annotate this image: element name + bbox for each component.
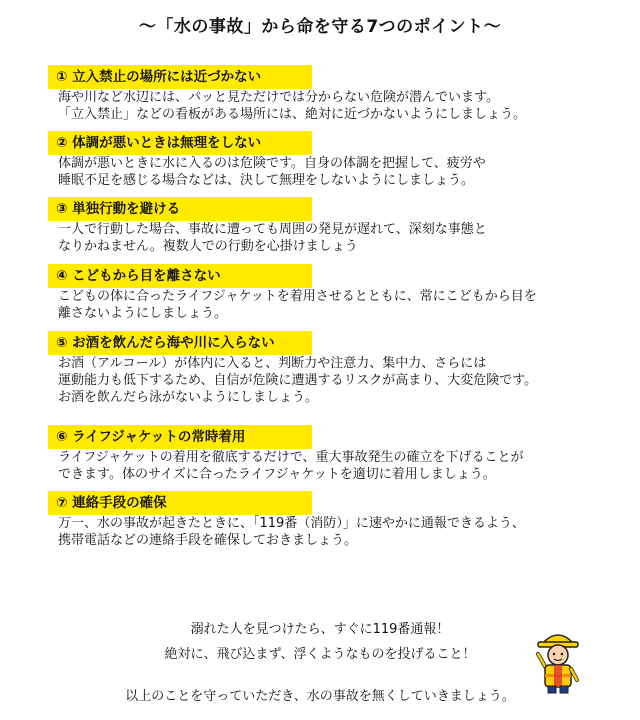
point-text: 海や川など水辺には、パッと見ただけでは分からない危険が潜んでいます。 xyxy=(58,90,499,105)
point-text: 携帯電話などの連絡手段を確保しておきましょう。 xyxy=(58,533,358,548)
point-heading: ③ 単独行動を避ける xyxy=(48,197,312,221)
point-text: 万一、水の事故が起きたときに、「119番（消防）」に速やかに通報できるよう、 xyxy=(58,516,525,531)
point-text: お酒（アルコール）が体内に入ると、判断力や注意力、集中力、さらには xyxy=(58,356,487,371)
point-6 xyxy=(48,425,628,483)
point-text: お酒を飲んだら泳がないようにしましょう。 xyxy=(58,390,319,405)
point-text: 離さないようにしましょう。 xyxy=(58,306,228,321)
point-text: こどもの体に合ったライフジャケットを着用させるとともに、常にこどもから目を xyxy=(58,289,537,304)
point-text: 「立入禁止」などの看板がある場所には、絶対に近づかないようにしましょう。 xyxy=(58,107,527,122)
point-heading: ② 体調が悪いときは無理をしない xyxy=(48,131,312,155)
point-heading: ⑥ ライフジャケットの常時着用 xyxy=(48,425,312,449)
point-text: 睡眠不足を感じる場合などは、決して無理をしないようにしましょう。 xyxy=(58,173,475,188)
point-heading: ① 立入禁止の場所には近づかない xyxy=(48,65,312,89)
point-text: 体調が悪いときに水に入るのは危険です。自身の体調を把握して、疲労や xyxy=(58,156,486,171)
point-4 xyxy=(48,264,628,322)
point-2 xyxy=(48,131,628,189)
page-title: ～「水の事故」から命を守る7つのポイント～ xyxy=(138,17,502,37)
point-text: 一人で行動した場合、事故に遭っても周囲の発見が遅れて、深刻な事態と xyxy=(58,222,487,237)
point-heading: ④ こどもから目を離さない xyxy=(48,264,312,288)
closing-call-119: 溺れた人を見つけたら、すぐに119番通報！ xyxy=(190,622,450,637)
point-1 xyxy=(48,65,628,123)
point-5 xyxy=(48,331,628,406)
closing-throw-float: 絶対に、飛び込まず、浮くようなものを投げること！ xyxy=(164,647,476,662)
firefighter-mascot-icon xyxy=(532,624,584,694)
closing-message: 以上のことを守っていただき、水の事故を無くしていきましょう。 xyxy=(125,689,515,704)
point-7 xyxy=(48,491,628,549)
point-text: 運動能力も低下するため、自信が危険に遭遇するリスクが高まり、大変危険です。 xyxy=(58,373,538,388)
point-heading: ⑦ 連絡手段の確保 xyxy=(48,491,312,515)
point-text: なりかねません。複数人での行動を心掛けましょう xyxy=(58,239,358,254)
point-text: できます。体のサイズに合ったライフジャケットを適切に着用しましょう。 xyxy=(58,467,496,482)
point-3 xyxy=(48,197,628,255)
point-heading: ⑤ お酒を飲んだら海や川に入らない xyxy=(48,331,312,355)
point-text: ライフジャケットの着用を徹底するだけで、重大事故発生の確立を下げることが xyxy=(58,450,524,465)
